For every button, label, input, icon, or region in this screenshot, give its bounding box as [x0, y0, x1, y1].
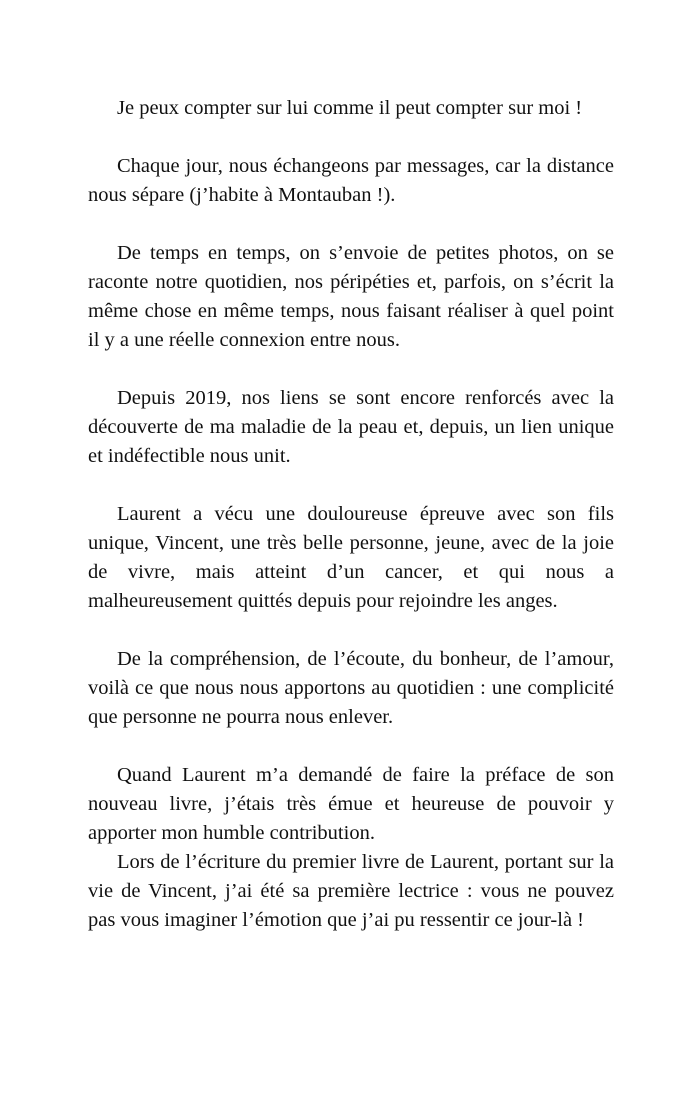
paragraph-3: De temps en temps, on s’envoie de petites photos, on se raconte notre quotidien, nos péripéties et, parfois, on s’écrit la même chose en même temps, nous faisant réaliser à quel point il y a une réelle connexion entre nous.	[88, 242, 614, 351]
document-page	[88, 94, 614, 935]
paragraph-1: Je peux compter sur lui comme il peut compter sur moi !	[117, 97, 583, 119]
paragraph-5: Laurent a vécu une douloureuse épreuve avec son fils unique, Vincent, une très belle personne, jeune, avec de la joie de vivre, mais atteint d’un cancer, et qui nous a malheureusement quittés depuis pour rejoindre les anges.	[88, 503, 614, 612]
paragraph-7: Quand Laurent m’a demandé de faire la préface de son nouveau livre, j’étais très émue et heureuse de pouvoir y apporter mon humble contribution.	[88, 764, 614, 844]
paragraph-8: Lors de l’écriture du premier livre de Laurent, portant sur la vie de Vincent, j’ai été sa première lectrice : vous ne pouvez pas vous imaginer l’émotion que j’ai pu ressentir ce jour-là !	[88, 851, 614, 931]
paragraph-4: Depuis 2019, nos liens se sont encore renforcés avec la découverte de ma maladie de la peau et, depuis, un lien unique et indéfectible nous unit.	[88, 387, 614, 467]
paragraph-6: De la compréhension, de l’écoute, du bonheur, de l’amour, voilà ce que nous nous apportons au quotidien : une complicité que personne ne pourra nous enlever.	[88, 648, 614, 728]
paragraph-2: Chaque jour, nous échangeons par messages, car la distance nous sépare (j’habite à Montauban !).	[88, 155, 614, 206]
